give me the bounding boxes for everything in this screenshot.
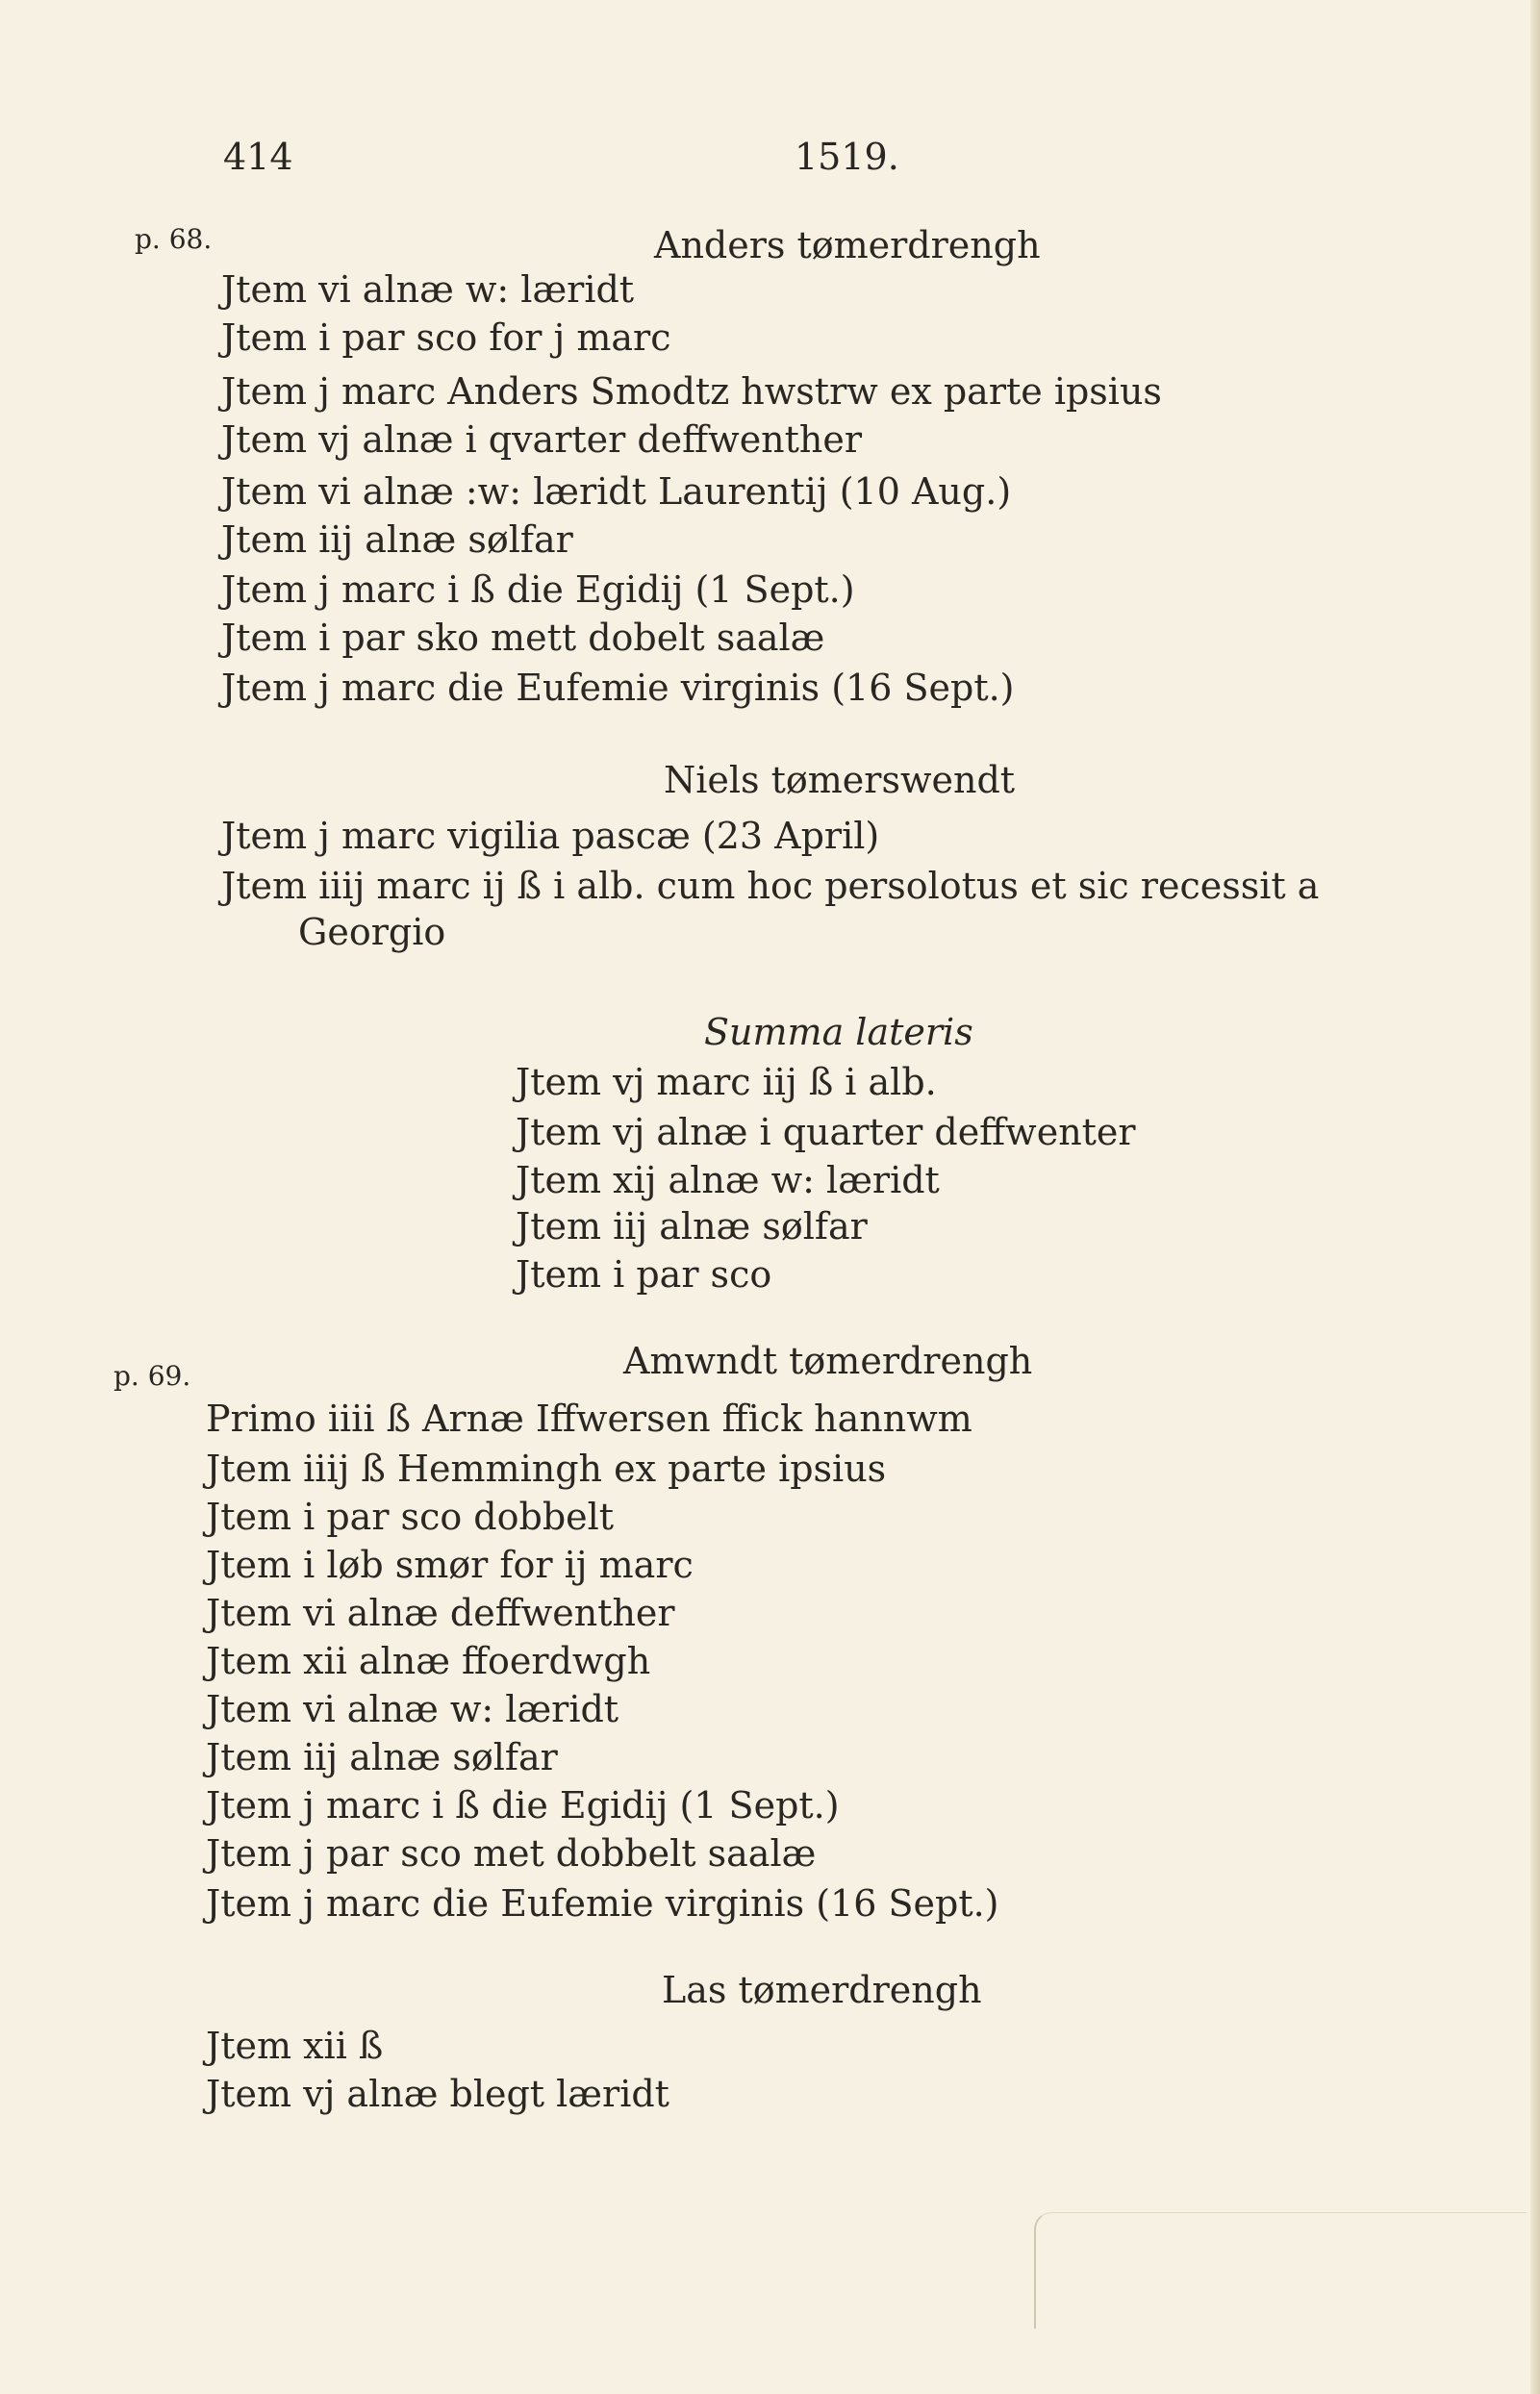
entry-line: Jtem xii alnæ ffoerdwgh <box>206 1640 651 1682</box>
section-title: Niels tømerswendt <box>664 759 1016 801</box>
entry-line: Jtem vj alnæ i quarter deffwenter <box>516 1111 1136 1153</box>
entry-line: Jtem i par sco dobbelt <box>206 1496 615 1538</box>
entry-line: Jtem vj marc iij ß i alb. <box>516 1061 937 1103</box>
page-edge <box>1530 0 1540 2394</box>
entry-line: Jtem j marc i ß die Egidij (1 Sept.) <box>221 568 855 611</box>
entry-line: Jtem j marc die Eufemie virginis (16 Sept.) <box>206 1882 999 1925</box>
entry-line: Jtem xii ß <box>206 2025 384 2067</box>
page-year: 1519. <box>795 136 899 178</box>
entry-line: Jtem vj alnæ blegt læridt <box>206 2073 669 2115</box>
entry-line: Georgio <box>298 911 446 953</box>
section-title: Anders tømerdrengh <box>654 224 1041 266</box>
entry-line: Jtem j marc i ß die Egidij (1 Sept.) <box>206 1784 840 1827</box>
entry-line: Jtem iij alnæ sølfar <box>221 518 573 561</box>
entry-line: Jtem j marc vigilia pascæ (23 April) <box>221 815 880 857</box>
entry-line: Primo iiii ß Arnæ Iffwersen ffick hannwm <box>206 1398 972 1440</box>
entry-line: Jtem vi alnæ :w: læridt Laurentij (10 Aug.) <box>221 470 1012 513</box>
entry-line: Jtem j par sco met dobbelt saalæ <box>206 1832 817 1875</box>
entry-line: Jtem xij alnæ w: læridt <box>516 1159 940 1201</box>
section-title: Summa lateris <box>704 1011 973 1053</box>
entry-line: Jtem iij alnæ sølfar <box>206 1736 558 1778</box>
section-title: Las tømerdrengh <box>662 1969 982 2011</box>
entry-line: Jtem vi alnæ w: læridt <box>206 1688 619 1730</box>
entry-line: Jtem vj alnæ i qvarter deffwenther <box>221 418 863 461</box>
section-title: Amwndt tømerdrengh <box>623 1340 1033 1382</box>
entry-line: Jtem i løb smør for ij marc <box>206 1544 694 1586</box>
entry-line: Jtem vi alnæ deffwenther <box>206 1592 675 1634</box>
margin-reference: p. 68. <box>135 223 213 255</box>
entry-line: Jtem j marc die Eufemie virginis (16 Sept.) <box>221 667 1015 709</box>
entry-line: Jtem iiij marc ij ß i alb. cum hoc persolotus et sic recessit a <box>221 865 1320 907</box>
entry-line: Jtem iiij ß Hemmingh ex parte ipsius <box>206 1448 887 1490</box>
entry-line: Jtem i par sco <box>516 1253 772 1296</box>
entry-line: Jtem j marc Anders Smodtz hwstrw ex parte ipsius <box>221 370 1162 413</box>
entry-line: Jtem iij alnæ sølfar <box>516 1205 868 1247</box>
page-number: 414 <box>223 136 293 178</box>
entry-line: Jtem i par sco for j marc <box>221 316 671 359</box>
margin-reference: p. 69. <box>114 1360 191 1392</box>
entry-line: Jtem vi alnæ w: læridt <box>221 268 635 311</box>
entry-line: Jtem i par sko mett dobelt saalæ <box>221 617 825 659</box>
page-corner-mark <box>1034 2212 1527 2329</box>
